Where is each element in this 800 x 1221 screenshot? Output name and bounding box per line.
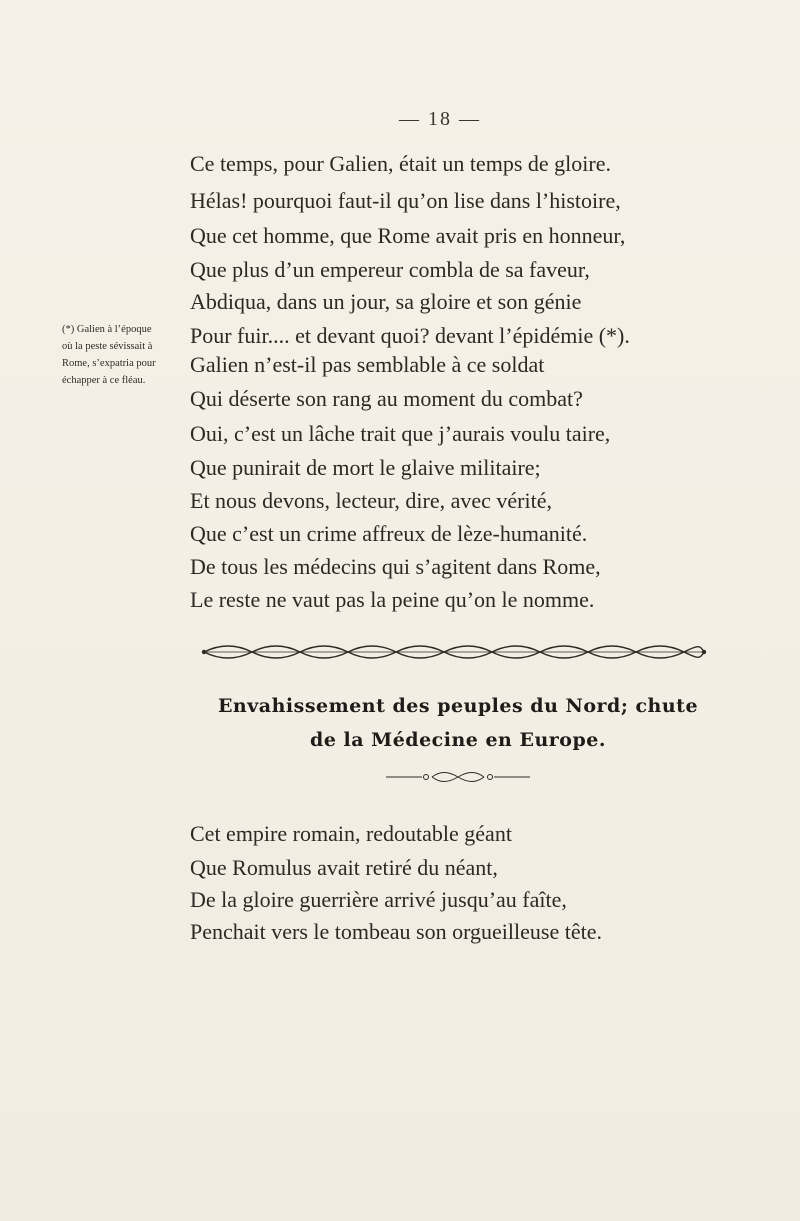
footnote-line: échapper à ce fléau.	[62, 375, 146, 386]
verse-line: De tous les médecins qui s’agitent dans Rome,	[190, 554, 601, 579]
verse-line: Qui déserte son rang au moment du combat?	[190, 386, 583, 411]
section-title-line-2: de la Médecine en Europe.	[310, 729, 606, 751]
verse-line: Ce temps, pour Galien, était un temps de gloire.	[190, 151, 611, 176]
margin-footnote	[62, 321, 192, 389]
footnote-line: Rome, s’expatria pour	[62, 358, 156, 369]
decorative-chain-ornament	[200, 640, 708, 664]
verse-line: Galien n’est-il pas semblable à ce soldat	[190, 352, 545, 377]
verse-line: Le reste ne vaut pas la peine qu’on le nomme.	[190, 587, 595, 612]
small-divider-ornament	[386, 770, 530, 784]
verse-line: Que cet homme, que Rome avait pris en honneur,	[190, 223, 626, 248]
verse-line: Hélas! pourquoi faut-il qu’on lise dans l’histoire,	[190, 188, 621, 213]
verse-line: Que plus d’un empereur combla de sa faveur,	[190, 257, 590, 282]
verse-line-with-footnote-ref: Pour fuir.... et devant quoi? devant l’épidémie (*).	[190, 323, 630, 348]
page-number: — 18 —	[399, 108, 481, 130]
verse-line: De la gloire guerrière arrivé jusqu’au faîte,	[190, 887, 567, 912]
verse-line: Que c’est un crime affreux de lèze-humanité.	[190, 521, 588, 546]
section-title-line-1: Envahissement des peuples du Nord; chute	[217, 695, 699, 717]
verse-line: Cet empire romain, redoutable géant	[190, 821, 512, 846]
verse-line: Et nous devons, lecteur, dire, avec vérité,	[190, 488, 552, 513]
verse-line: Que Romulus avait retiré du néant,	[190, 855, 498, 880]
footnote-line: (*) Galien à l’époque	[62, 324, 152, 335]
verse-line: Que punirait de mort le glaive militaire;	[190, 455, 541, 480]
footnote-line: où la peste sévissait à	[62, 341, 153, 352]
verse-line: Abdiqua, dans un jour, sa gloire et son génie	[190, 289, 582, 314]
verse-line: Penchait vers le tombeau son orgueilleuse tête.	[190, 919, 602, 944]
verse-line: Oui, c’est un lâche trait que j’aurais voulu taire,	[190, 421, 611, 446]
